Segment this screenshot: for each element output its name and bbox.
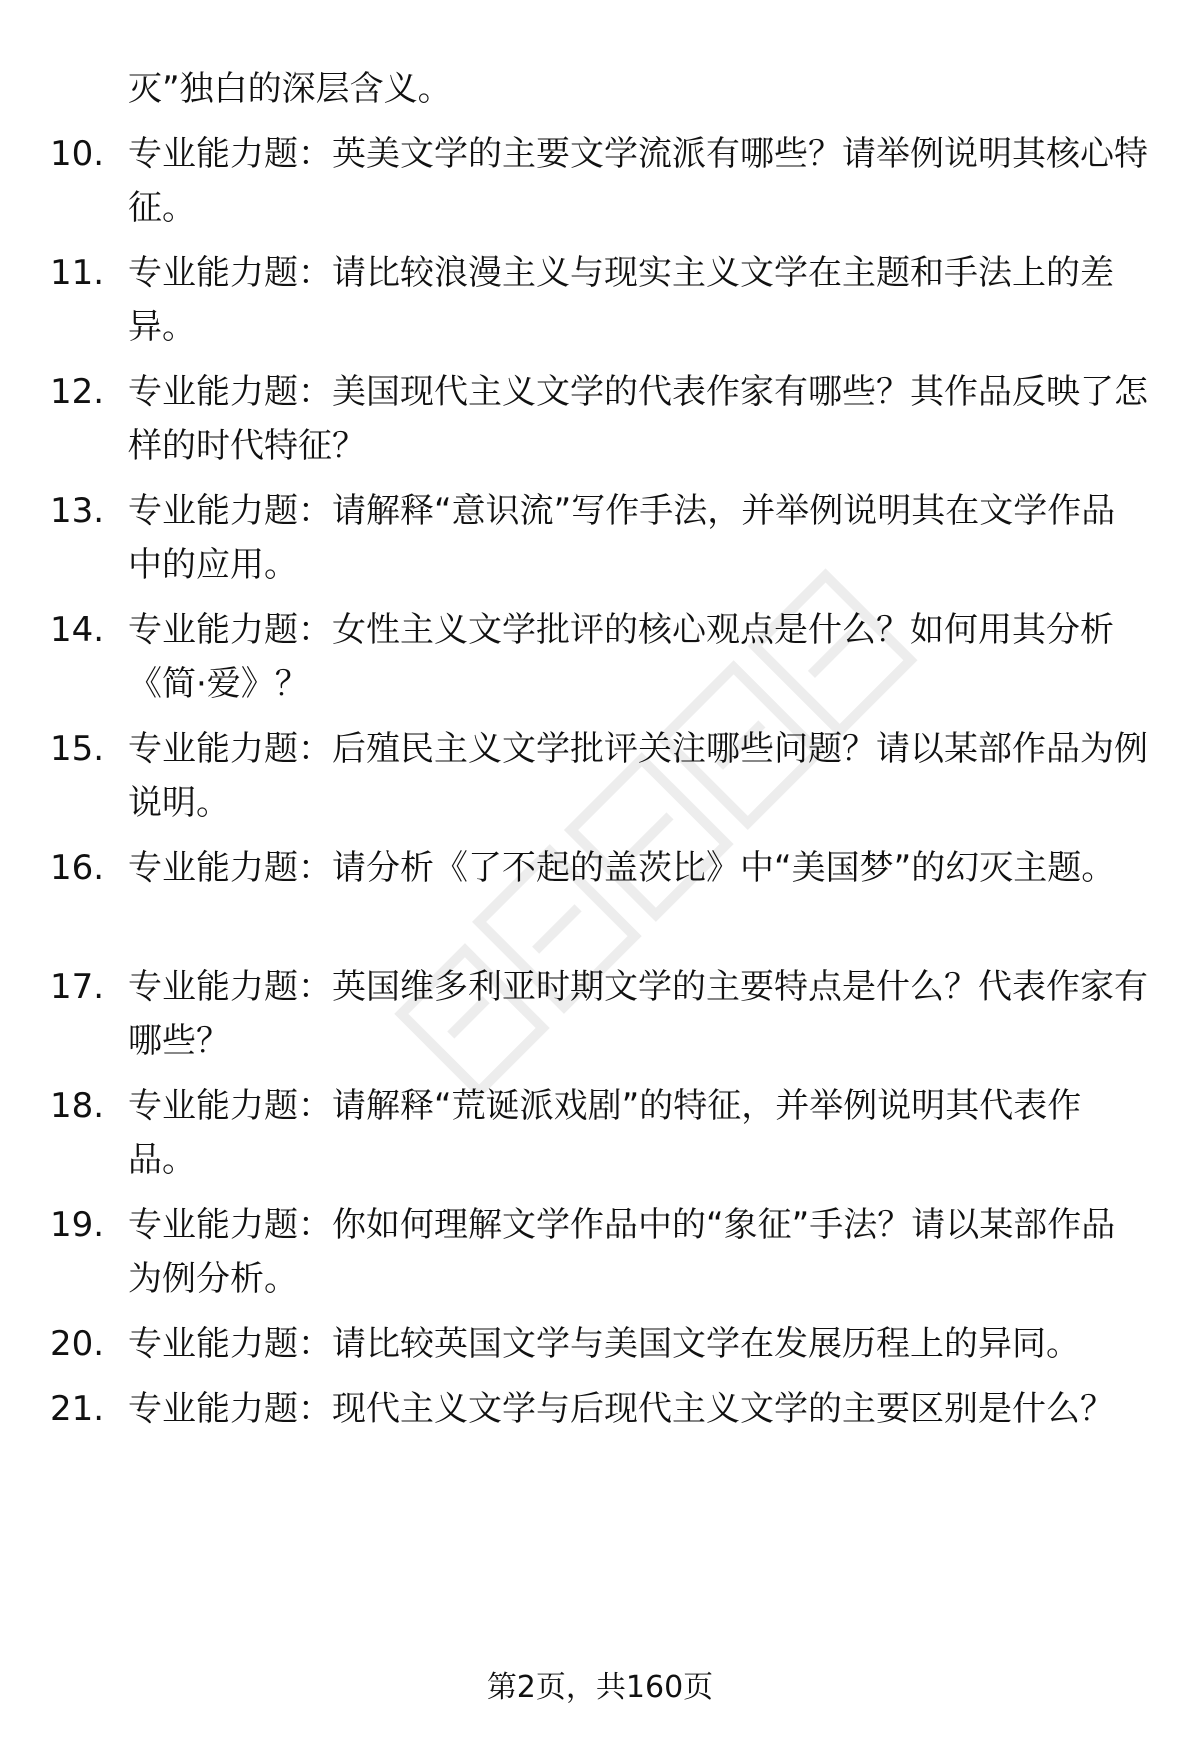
- question-text: 专业能力题：请比较英国文学与美国文学在发展历程上的异同。: [128, 1324, 1080, 1364]
- question-number: 10.: [50, 134, 105, 174]
- question-text: 专业能力题：现代主义文学与后现代主义文学的主要区别是什么？: [128, 1389, 1114, 1429]
- question-number: 15.: [50, 729, 105, 769]
- question-number: 14.: [50, 610, 105, 650]
- question-text: 专业能力题：请分析《了不起的盖茨比》中“美国梦”的幻灭主题。: [128, 848, 1116, 888]
- page-footer: 第2页，共160页: [486, 1670, 714, 1705]
- question-number: 16.: [50, 848, 105, 888]
- question-text: 专业能力题：请比较浪漫主义与现实主义文学在主题和手法上的差异。: [128, 253, 1114, 347]
- question-text: 专业能力题：请解释“意识流”写作手法，并举例说明其在文学作品中的应用。: [128, 491, 1116, 585]
- question-text: 专业能力题：英国维多利亚时期文学的主要特点是什么？代表作家有哪些？: [128, 967, 1148, 1061]
- question-number: 17.: [50, 967, 105, 1007]
- question-text: 专业能力题：你如何理解文学作品中的“象征”手法？请以某部作品为例分析。: [128, 1205, 1116, 1299]
- question-number: 21.: [50, 1389, 105, 1429]
- question-number: 13.: [50, 491, 105, 531]
- question-text: 专业能力题：英美文学的主要文学流派有哪些？请举例说明其核心特征。: [128, 134, 1148, 228]
- question-number: 20.: [50, 1324, 105, 1364]
- question-number: 12.: [50, 372, 105, 412]
- question-number: 18.: [50, 1086, 105, 1126]
- question-text: 专业能力题：美国现代主义文学的代表作家有哪些？其作品反映了怎样的时代特征？: [128, 372, 1148, 466]
- question-text: 专业能力题：后殖民主义文学批评关注哪些问题？请以某部作品为例说明。: [128, 729, 1148, 823]
- question-text: 专业能力题：女性主义文学批评的核心观点是什么？如何用其分析《简·爱》？: [128, 610, 1114, 704]
- question-number: 11.: [50, 253, 105, 293]
- question-number: 19.: [50, 1205, 105, 1245]
- continuation-line: 灭”独白的深层含义。: [128, 69, 452, 109]
- question-text: 专业能力题：请解释“荒诞派戏剧”的特征，并举例说明其代表作品。: [128, 1086, 1082, 1180]
